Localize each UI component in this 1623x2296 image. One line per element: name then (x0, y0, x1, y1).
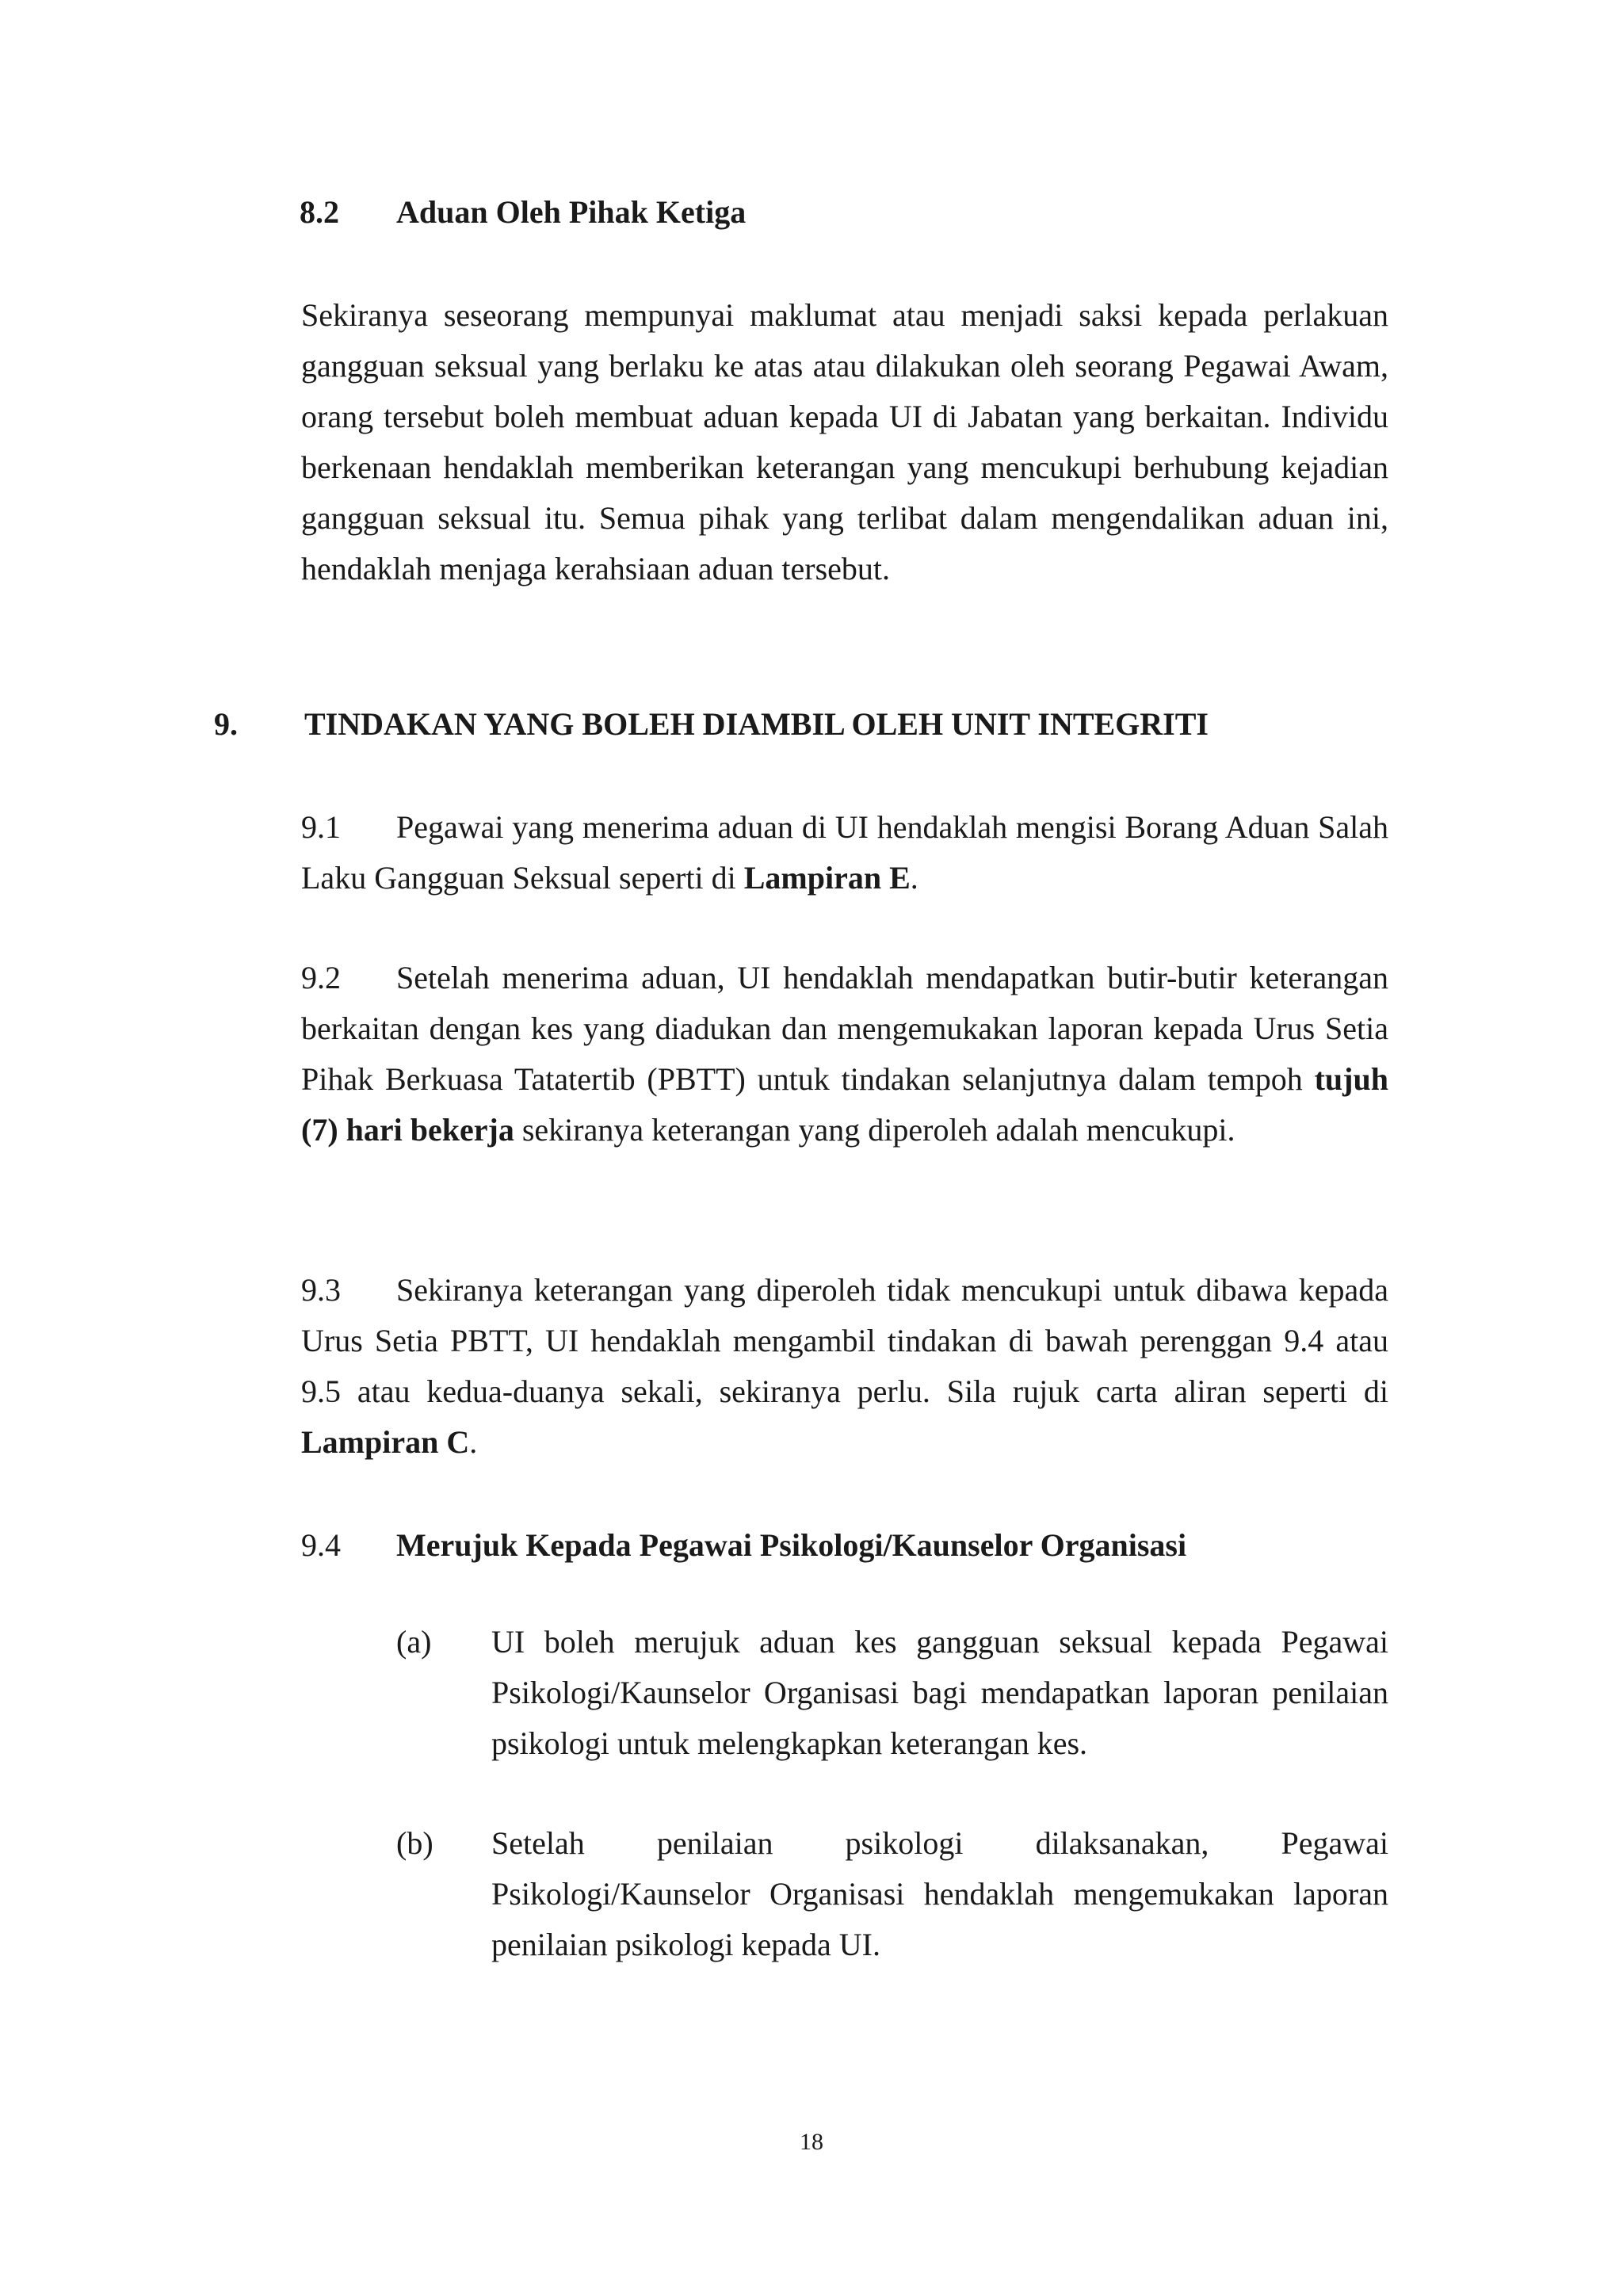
item-b-label: (b) (396, 1825, 433, 1861)
paragraph-9-1 (301, 802, 1388, 904)
paragraph-9-2 (301, 953, 1388, 1156)
section-9-4-number: 9.4 (301, 1527, 341, 1563)
paragraph-9-1-text-1: Pegawai yang menerima aduan di UI hendaklah mengisi Borang Aduan Salah Laku Gangguan Seksual seperti di (301, 809, 1388, 896)
section-9-4-title: Merujuk Kepada Pegawai Psikologi/Kaunselor Organisasi (396, 1527, 1187, 1563)
paragraph-9-2-text-2: sekiranya keterangan yang diperoleh adalah mencukupi. (514, 1112, 1235, 1148)
page-number: 18 (800, 2129, 823, 2155)
paragraph-9-3-text-1: Sekiranya keterangan yang diperoleh tidak mencukupi untuk dibawa kepada Urus Setia PBTT, UI hendaklah mengambil tindakan di bawah perenggan 9.4 atau 9.5 atau kedua-duanya sekali, sekiranya perlu. Sila rujuk carta aliran seperti di (301, 1272, 1388, 1409)
section-8-2-title: Aduan Oleh Pihak Ketiga (396, 194, 747, 230)
paragraph-9-3-bold: Lampiran C (301, 1424, 470, 1460)
item-b-text: Setelah penilaian psikologi dilaksanakan, Pegawai Psikologi/Kaunselor Organisasi hendaklah mengemukakan laporan penilaian psikologi kepada UI. (491, 1825, 1388, 1962)
paragraph-9-2-text-1: Setelah menerima aduan, UI hendaklah mendapatkan butir-butir keterangan berkaitan dengan kes yang diadukan dan mengemukakan laporan kepada Urus Setia Pihak Berkuasa Tatatertib (PBTT) untuk tindakan selanjutnya dalam tempoh (301, 960, 1388, 1097)
paragraph-9-2-bold: tujuh (7) hari bekerja (301, 1061, 1388, 1148)
paragraph-9-3-number: 9.3 (301, 1272, 341, 1308)
item-a-label: (a) (396, 1624, 432, 1660)
paragraph-9-3 (301, 1265, 1388, 1468)
paragraph-9-1-text-2: . (910, 860, 918, 896)
paragraph-9-1-number: 9.1 (301, 809, 341, 845)
section-8-2-body: Sekiranya seseorang mempunyai maklumat atau menjadi saksi kepada perlakuan gangguan seksual yang berlaku ke atas atau dilakukan oleh seorang Pegawai Awam, orang tersebut boleh membuat aduan kepada UI di Jabatan yang berkaitan. Individu berkenaan hendaklah memberikan keterangan yang mencukupi berhubung kejadian gangguan seksual itu. Semua pihak yang terlibat dalam mengendalikan aduan ini, hendaklah menjaga kerahsiaan aduan tersebut. (301, 297, 1388, 586)
section-9-number: 9. (214, 706, 238, 742)
item-a-text: UI boleh merujuk aduan kes gangguan seksual kepada Pegawai Psikologi/Kaunselor Organisasi bagi mendapatkan laporan penilaian psikologi untuk melengkapkan keterangan kes. (491, 1624, 1388, 1761)
section-8-2-number: 8.2 (300, 194, 339, 230)
paragraph-9-3-text-2: . (469, 1424, 478, 1460)
paragraph-9-2-number: 9.2 (301, 960, 341, 995)
section-9-title: TINDAKAN YANG BOLEH DIAMBIL OLEH UNIT INTEGRITI (304, 706, 1209, 742)
paragraph-9-1-bold: Lampiran E (743, 860, 911, 896)
